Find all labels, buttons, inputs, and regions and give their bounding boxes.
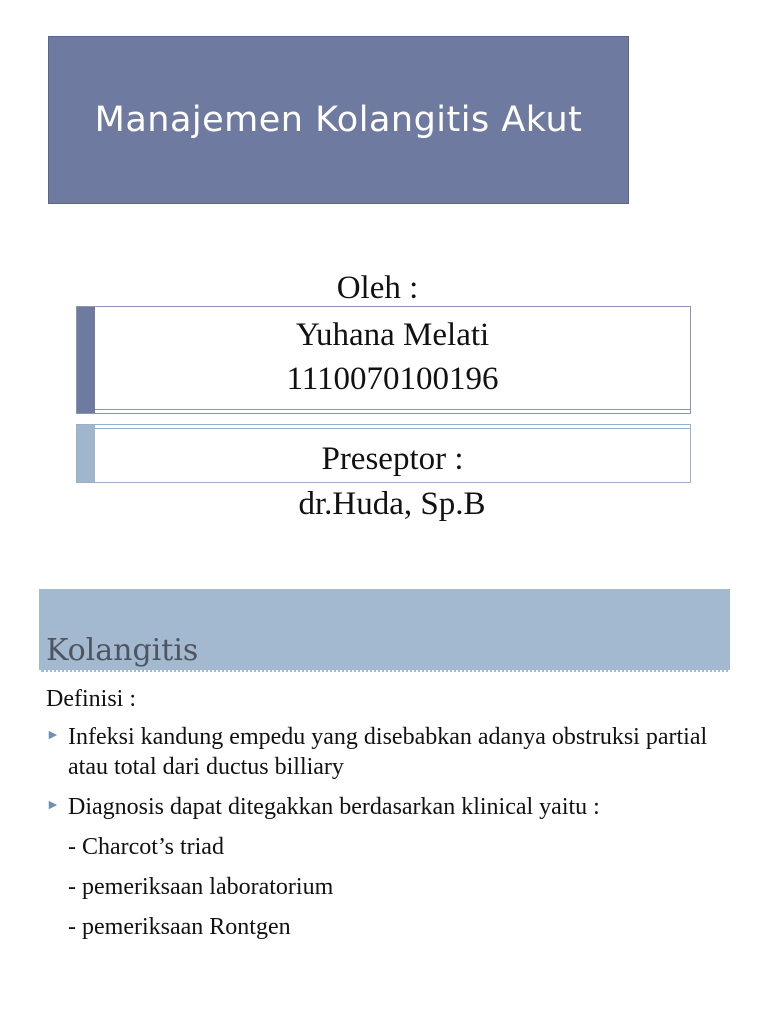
preceptor-label: Preseptor :: [321, 441, 464, 477]
title-box: [48, 36, 629, 204]
author-id: 1110070100196: [286, 361, 499, 397]
triangle-right-icon: ►: [46, 728, 60, 743]
list-item: - pemeriksaan laboratorium: [68, 874, 334, 900]
slide-title: Manajemen Kolangitis Akut: [94, 100, 583, 140]
bullet-text: Diagnosis dapat ditegakkan berdasarkan klinical yaitu :: [68, 794, 600, 820]
definition-label: Definisi :: [46, 686, 136, 712]
preceptor-name: dr.Huda, Sp.B: [298, 486, 486, 522]
author-info: [95, 313, 690, 401]
by-label: Oleh :: [336, 270, 419, 306]
author-name: Yuhana Melati: [295, 317, 490, 353]
section-header-band: [39, 589, 730, 672]
bullet-list: [46, 722, 736, 822]
list-item: - Charcot’s triad: [68, 834, 224, 860]
author-accent-bar: [77, 307, 95, 413]
slide-content: [46, 684, 736, 952]
author-box: [76, 306, 691, 414]
sub-item-list: [46, 832, 736, 942]
triangle-right-icon: ►: [46, 798, 60, 813]
section-heading: Kolangitis: [46, 633, 199, 668]
list-item: [46, 792, 736, 822]
bullet-text: Infeksi kandung empedu yang disebabkan adanya obstruksi partial atau total dari ductus billiary: [68, 724, 708, 780]
preceptor-accent-bar: [77, 425, 95, 482]
author-divider: [95, 409, 690, 410]
list-item: [46, 722, 736, 782]
list-item: - pemeriksaan Rontgen: [68, 914, 291, 940]
preceptor-divider: [95, 428, 690, 429]
preceptor-box: [76, 424, 691, 483]
